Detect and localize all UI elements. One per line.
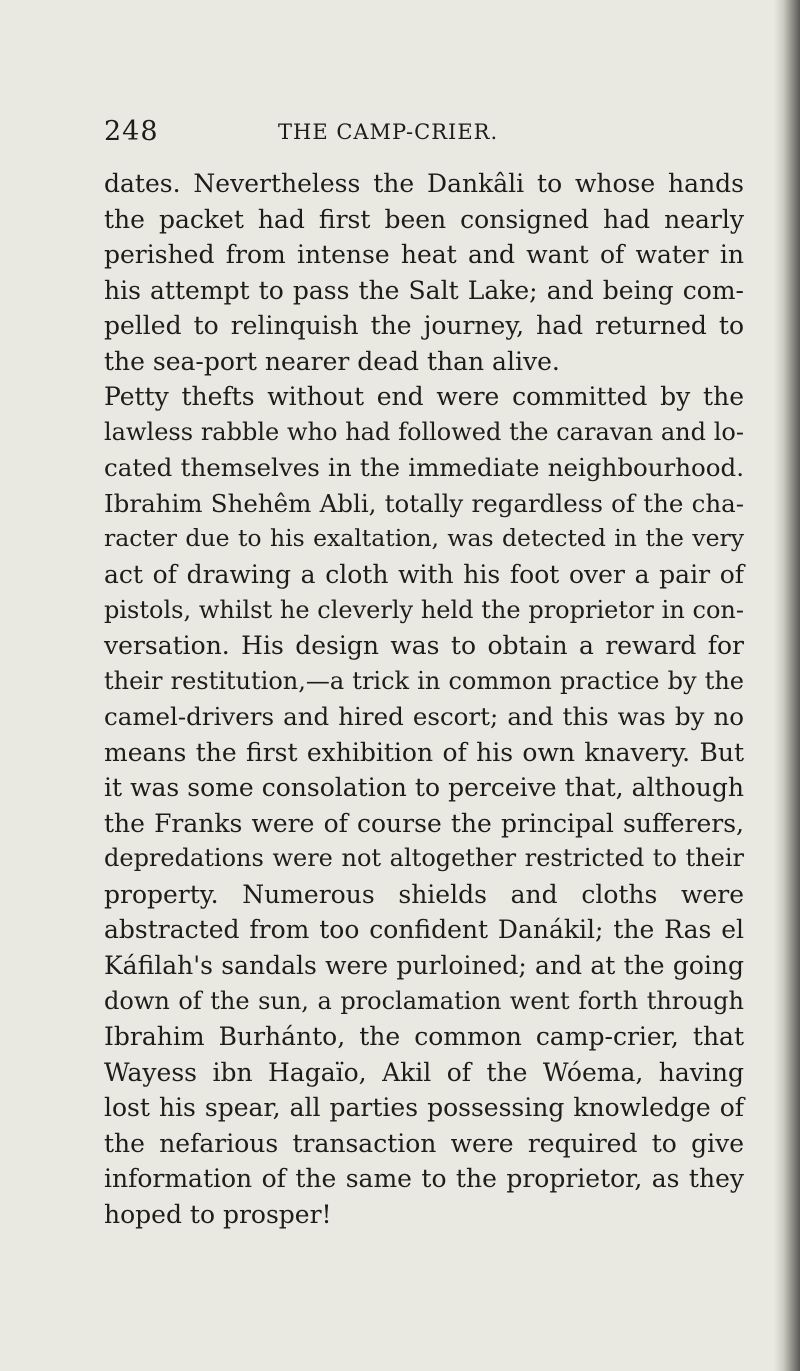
text-line: the Franks were of course the principal sufferers, xyxy=(104,808,744,838)
body-text xyxy=(104,166,744,1232)
text-line: racter due to his exaltation, was detected in the very xyxy=(104,524,744,553)
text-line: cated themselves in the immediate neighbourhood. xyxy=(104,453,744,483)
text-line: perished from intense heat and want of water in xyxy=(104,240,744,270)
running-head: THE CAMP-CRIER. xyxy=(278,120,499,144)
text-line: Káfilah's sandals were purloined; and at the going xyxy=(104,951,744,981)
page-number: 248 xyxy=(104,116,159,147)
text-line: abstracted from too confident Danákil; the Ras el xyxy=(104,915,744,945)
page-edge-shadow xyxy=(774,0,800,1371)
text-line: camel-drivers and hired escort; and this was by no xyxy=(104,702,744,732)
text-line: information of the same to the proprietor, as they xyxy=(104,1164,744,1194)
text-line: the packet had first been consigned had nearly xyxy=(104,204,744,234)
text-line: pelled to relinquish the journey, had returned to xyxy=(104,311,744,341)
text-line: it was some consolation to perceive that, although xyxy=(104,773,744,803)
text-line: act of drawing a cloth with his foot over a pair of xyxy=(104,560,744,590)
text-line: down of the sun, a proclamation went forth through xyxy=(104,986,744,1015)
text-line: lost his spear, all parties possessing knowledge of xyxy=(104,1093,744,1123)
text-line: versation. His design was to obtain a reward for xyxy=(104,631,744,661)
text-line: hoped to prosper! xyxy=(104,1199,332,1229)
text-line: their restitution,—a trick in common practice by the xyxy=(104,666,744,695)
text-line: pistols, whilst he cleverly held the proprietor in con- xyxy=(104,595,744,624)
text-line: Wayess ibn Hagaïo, Akil of the Wóema, having xyxy=(104,1057,744,1087)
text-line: his attempt to pass the Salt Lake; and being com- xyxy=(104,275,744,305)
text-line: property. Numerous shields and cloths were xyxy=(104,879,744,909)
text-line: the nefarious transaction were required to give xyxy=(104,1128,744,1158)
text-line: means the first exhibition of his own knavery. But xyxy=(104,737,744,767)
text-line: dates. Nevertheless the Dankâli to whose hands xyxy=(104,169,744,198)
text-line: the sea-port nearer dead than alive. xyxy=(104,346,560,376)
text-line: Ibrahim Burhánto, the common camp-crier, that xyxy=(104,1022,744,1052)
text-line: Petty thefts without end were committed by the xyxy=(104,382,744,412)
text-line: Ibrahim Shehêm Abli, totally regardless of the cha- xyxy=(104,488,744,518)
text-line: lawless rabble who had followed the caravan and lo- xyxy=(104,417,744,446)
page-header xyxy=(104,116,744,152)
text-line: depredations were not altogether restricted to their xyxy=(104,844,744,873)
